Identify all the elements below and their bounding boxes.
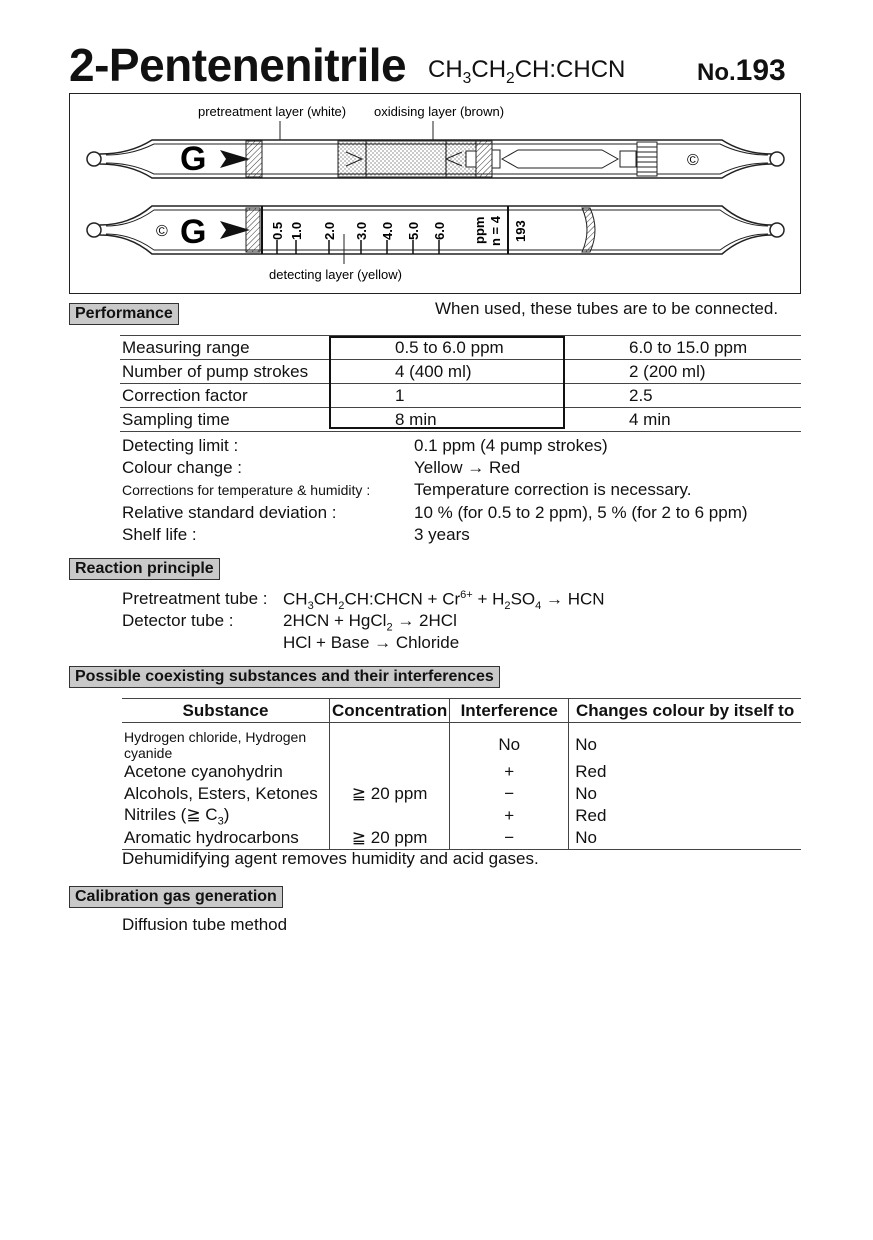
substance-cell: Hydrogen chloride, Hydrogen cyanide [122, 723, 330, 762]
detail-value: Yellow → Red [414, 458, 521, 477]
scale-mark-label: 5.0 [406, 221, 421, 240]
section-calibration: Calibration gas generation [69, 886, 283, 908]
detail-label: Relative standard deviation : [122, 503, 337, 522]
number-value: 193 [735, 54, 786, 87]
concentration-cell: ≧ 20 ppm [330, 827, 450, 850]
interference-note: Dehumidifying agent removes humidity and acid gases. [122, 849, 539, 868]
table-row [122, 805, 801, 827]
tube-number [697, 54, 786, 88]
plug-left [246, 141, 262, 177]
tube-tip-right-2 [770, 223, 784, 237]
pretreatment-equation: $CH_3CH_2CH:CHCN + Cr^{6+} + H_2SO_4$ → HCN [283, 589, 605, 613]
concentration-cell [330, 723, 450, 762]
plug-detector-left [246, 208, 260, 252]
interference-cell: + [450, 761, 569, 783]
plug-right [476, 141, 492, 177]
number-prefix: No. [697, 59, 736, 86]
plug-cap [492, 150, 500, 168]
chemical-formula: $CH_3CH_2CH:CHCN$ [428, 56, 626, 87]
detector-label: Detector tube : [122, 611, 234, 630]
detail-label: Shelf life : [122, 525, 197, 544]
detector-equation-2: HCl + Base → Chloride [283, 633, 460, 652]
concentration-cell [330, 761, 450, 783]
label-detecting: detecting layer (yellow) [269, 267, 402, 282]
scale-n: n = 4 [488, 216, 503, 246]
interference-cell: No [450, 723, 569, 762]
tube-tip-right [770, 152, 784, 166]
concentration-cell [330, 805, 450, 827]
label-oxidising: oxidising layer (brown) [374, 104, 505, 119]
colour-cell: No [575, 784, 597, 803]
section-interferences: Possible coexisting substances and their interferences [69, 666, 500, 688]
scale-mark-label: 3.0 [354, 221, 369, 240]
copyright-icon-2: © [156, 223, 168, 240]
pretreatment-label: Pretreatment tube : [122, 589, 268, 608]
range-a-value: 0.5 to 6.0 ppm [329, 336, 559, 360]
interference-cell: − [450, 827, 569, 850]
tube-diagram [69, 93, 801, 294]
col-substance: Substance [122, 699, 330, 723]
range-b-value: 6.0 to 15.0 ppm [559, 336, 801, 360]
tube-tip-left [87, 152, 101, 166]
scale-mark-label: 2.0 [322, 221, 337, 240]
oxidising-layer [366, 141, 446, 177]
colour-cell: No [569, 827, 801, 850]
scale-mark-label: 0.5 [270, 221, 285, 240]
detail-value: Temperature correction is necessary. [414, 480, 692, 499]
range-b-value: 2.5 [559, 384, 801, 408]
pretreatment-tube [87, 140, 784, 178]
detector-tube [87, 206, 784, 254]
logo-g-icon: G [180, 140, 207, 178]
detail-value: 10 % (for 0.5 to 2 ppm), 5 % (for 2 to 6 ppm) [414, 503, 748, 522]
row-label: Number of pump strokes [120, 360, 329, 384]
interference-table [122, 698, 801, 850]
concentration-cell: ≧ 20 ppm [330, 783, 450, 805]
page-title: 2-Pentenenitrile [69, 39, 407, 91]
copyright-icon: © [687, 152, 699, 169]
calibration-method: Diffusion tube method [122, 915, 288, 934]
tube-diagram-svg [70, 94, 799, 292]
table-row [122, 783, 801, 805]
range-b-value: 4 min [559, 408, 801, 432]
row-label: Measuring range [120, 336, 329, 360]
substance-cell: Aromatic hydrocarbons [122, 827, 330, 850]
detail-value: 3 years [414, 525, 470, 544]
table-header-row [122, 699, 801, 723]
scale-mark-label: 1.0 [289, 221, 304, 240]
detail-label: Corrections for temperature & humidity : [122, 482, 371, 498]
col-concentration: Concentration [330, 699, 450, 723]
detector-equation-1: 2HCN + HgCl$_2$ → 2HCl [283, 611, 457, 634]
detail-label: Colour change : [122, 458, 243, 477]
label-pretreatment: pretreatment layer (white) [198, 104, 347, 119]
row-label: Correction factor [120, 384, 329, 408]
ampoule [502, 150, 618, 168]
ampoule-seal [620, 151, 636, 167]
detail-label: Detecting limit : [122, 436, 239, 455]
substance-cell: Acetone cyanohydrin [122, 761, 330, 783]
scale-tube-number: 193 [513, 220, 528, 242]
colour-cell: No [575, 735, 597, 754]
range-a-value: 8 min [329, 408, 559, 432]
plug-mid [466, 151, 476, 167]
row-label: Sampling time [120, 408, 329, 432]
range-a-value: 4 (400 ml) [329, 360, 559, 384]
section-reaction: Reaction principle [69, 558, 220, 580]
table-row [122, 761, 801, 783]
range-a-value: 1 [329, 384, 559, 408]
detail-value: 0.1 ppm (4 pump strokes) [414, 436, 608, 455]
highlight-box [329, 336, 565, 429]
connection-note: When used, these tubes are to be connected. [435, 299, 779, 318]
tube-tip-left-2 [87, 223, 101, 237]
table-row [122, 723, 801, 762]
substance-cell: Alcohols, Esters, Ketones [122, 783, 330, 805]
substance-cell: Nitriles (≧ $C_3$) [122, 805, 330, 827]
interference-cell: + [450, 805, 569, 827]
range-b-value: 2 (200 ml) [559, 360, 801, 384]
section-performance: Performance [69, 303, 179, 325]
col-interference: Interference [450, 699, 569, 723]
scale-mark-label: 6.0 [432, 221, 447, 240]
col-colour-change: Changes colour by itself to [569, 699, 801, 723]
scale-mark-label: 4.0 [380, 221, 395, 240]
table-row [122, 827, 801, 850]
colour-cell: Red [575, 762, 607, 781]
interference-cell: − [450, 783, 569, 805]
logo-g-icon-2: G [180, 213, 207, 251]
scale-unit: ppm [472, 216, 487, 244]
colour-cell: Red [575, 806, 607, 826]
